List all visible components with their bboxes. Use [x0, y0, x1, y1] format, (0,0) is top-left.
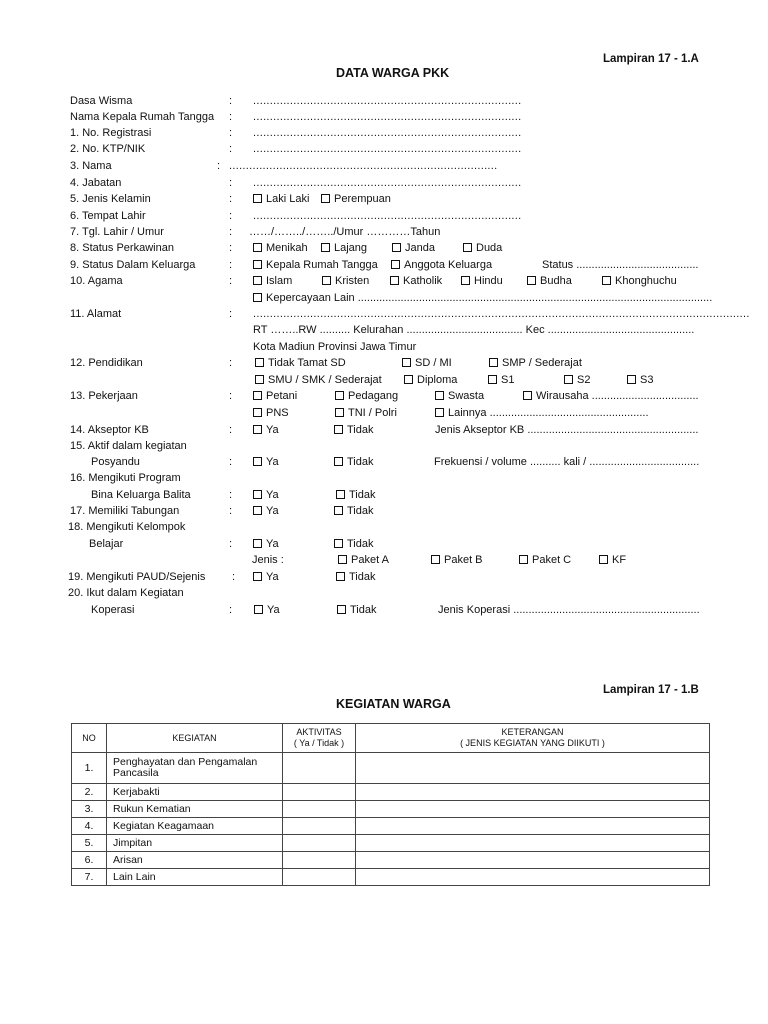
checkbox[interactable]: [253, 243, 262, 252]
option-diploma[interactable]: Diploma: [404, 374, 457, 386]
colon: :: [229, 390, 233, 402]
label-pekerjaan: 13. Pekerjaan: [70, 390, 138, 402]
label-koperasi-2: Koperasi: [91, 604, 135, 616]
checkbox[interactable]: [402, 358, 411, 367]
checkbox[interactable]: [253, 194, 262, 203]
checkbox[interactable]: [334, 457, 343, 466]
option-kristen[interactable]: Kristen: [322, 275, 369, 287]
header-no: NO: [72, 724, 107, 753]
form-title: DATA WARGA PKK: [336, 66, 450, 80]
checkbox[interactable]: [338, 555, 347, 564]
row-aktivitas[interactable]: [283, 801, 356, 818]
row-no: 5.: [72, 835, 107, 852]
table-row: [72, 869, 710, 886]
field-jenis-akseptor[interactable]: Jenis Akseptor KB ........................................................: [435, 424, 699, 436]
option-budha[interactable]: Budha: [527, 275, 572, 287]
checkbox[interactable]: [390, 276, 399, 285]
option-wirausaha[interactable]: Wirausaha ...................................: [523, 390, 699, 402]
option-tidak[interactable]: Tidak: [336, 571, 376, 583]
checkbox[interactable]: [334, 506, 343, 515]
checkbox[interactable]: [321, 194, 330, 203]
table-row: [72, 852, 710, 869]
label-koperasi-1: 20. Ikut dalam Kegiatan: [68, 587, 184, 599]
checkbox[interactable]: [564, 375, 573, 384]
row-aktivitas[interactable]: [283, 784, 356, 801]
checkbox[interactable]: [599, 555, 608, 564]
table-row: [72, 784, 710, 801]
label-tgl-lahir: 7. Tgl. Lahir / Umur: [70, 226, 164, 238]
field-dasa-wisma[interactable]: ................................................................................: [253, 95, 522, 107]
field-registrasi[interactable]: ................................................................................: [253, 127, 522, 139]
option-pns[interactable]: PNS: [253, 407, 289, 419]
label-kelompok-2: Belajar: [89, 538, 124, 550]
field-alamat[interactable]: ....................................................................................................................................................: [253, 308, 750, 320]
option-tidak[interactable]: Tidak: [336, 489, 376, 501]
checkbox[interactable]: [627, 375, 636, 384]
checkbox[interactable]: [336, 572, 345, 581]
label-bkb-1: 16. Mengikuti Program: [70, 472, 181, 484]
checkbox[interactable]: [253, 425, 262, 434]
header-kegiatan: KEGIATAN: [107, 724, 283, 753]
colon: :: [229, 308, 233, 320]
colon: :: [229, 275, 233, 287]
option-kepercayaan-lain[interactable]: Kepercayaan Lain ....................................................................................................................: [253, 292, 712, 304]
label-paud: 19. Mengikuti PAUD/Sejenis: [68, 571, 206, 583]
label-status-keluarga: 9. Status Dalam Keluarga: [70, 259, 196, 271]
row-kegiatan: Arisan: [107, 852, 283, 869]
colon: :: [229, 489, 233, 501]
checkbox[interactable]: [488, 375, 497, 384]
checkbox[interactable]: [253, 490, 262, 499]
checkbox[interactable]: [489, 358, 498, 367]
checkbox[interactable]: [255, 375, 264, 384]
row-keterangan[interactable]: [356, 753, 710, 784]
option-lainnya[interactable]: Lainnya ....................................................: [435, 407, 649, 419]
checkbox[interactable]: [519, 555, 528, 564]
field-status[interactable]: Status ........................................: [542, 259, 699, 271]
label-alamat: 11. Alamat: [70, 308, 122, 320]
row-aktivitas[interactable]: [283, 835, 356, 852]
label-jabatan: 4. Jabatan: [70, 177, 122, 189]
row-keterangan[interactable]: [356, 869, 710, 886]
label-bkb-2: Bina Keluarga Balita: [91, 489, 191, 501]
checkbox[interactable]: [253, 260, 262, 269]
field-kepala-rt[interactable]: ................................................................................: [253, 111, 522, 123]
checkbox[interactable]: [461, 276, 470, 285]
checkbox[interactable]: [253, 293, 262, 302]
label-registrasi: 1. No. Registrasi: [70, 127, 152, 139]
option-swasta[interactable]: Swasta: [435, 390, 484, 402]
table-row: [72, 801, 710, 818]
label-jenis: Jenis :: [252, 554, 284, 566]
label-kelompok-1: 18. Mengikuti Kelompok: [68, 521, 186, 533]
checkbox[interactable]: [254, 605, 263, 614]
colon: :: [229, 143, 233, 155]
colon: :: [229, 127, 233, 139]
checkbox[interactable]: [322, 276, 331, 285]
table-row: [72, 835, 710, 852]
option-ya[interactable]: Ya: [253, 456, 279, 468]
colon: :: [229, 357, 233, 369]
checkbox[interactable]: [334, 425, 343, 434]
option-duda[interactable]: Duda: [463, 242, 502, 254]
checkbox[interactable]: [463, 243, 472, 252]
option-paket-b[interactable]: Paket B: [431, 554, 483, 566]
label-agama: 10. Agama: [70, 275, 123, 287]
colon: :: [229, 242, 233, 254]
row-kegiatan: Penghayatan dan Pengamalan Pancasila: [107, 753, 283, 784]
row-aktivitas[interactable]: [283, 852, 356, 869]
checkbox[interactable]: [523, 391, 532, 400]
checkbox[interactable]: [255, 358, 264, 367]
checkbox[interactable]: [435, 408, 444, 417]
option-khonghuchu[interactable]: Khonghuchu: [602, 275, 677, 287]
option-s3[interactable]: S3: [627, 374, 653, 386]
field-nama[interactable]: ................................................................................: [229, 160, 498, 172]
label-tempat-lahir: 6. Tempat Lahir: [70, 210, 146, 222]
option-katholik[interactable]: Katholik: [390, 275, 442, 287]
option-smu[interactable]: SMU / SMK / Sederajat: [255, 374, 382, 386]
checkbox[interactable]: [334, 539, 343, 548]
row-no: 2.: [72, 784, 107, 801]
checkbox[interactable]: [336, 490, 345, 499]
row-kegiatan: Lain Lain: [107, 869, 283, 886]
label-ktp: 2. No. KTP/NIK: [70, 143, 146, 155]
option-paket-c[interactable]: Paket C: [519, 554, 571, 566]
checkbox[interactable]: [253, 539, 262, 548]
field-tempat-lahir[interactable]: ................................................................................: [253, 210, 522, 222]
label-status-perkawinan: 8. Status Perkawinan: [70, 242, 174, 254]
row-keterangan[interactable]: [356, 818, 710, 835]
option-tidak[interactable]: Tidak: [334, 456, 374, 468]
colon: :: [229, 424, 233, 436]
lampiran-a: Lampiran 17 - 1.A: [603, 53, 699, 65]
option-ya[interactable]: Ya: [253, 505, 279, 517]
colon: :: [229, 193, 233, 205]
option-lajang[interactable]: Lajang: [321, 242, 367, 254]
label-posyandu-1: 15. Aktif dalam kegiatan: [70, 440, 187, 452]
label-dasa-wisma: Dasa Wisma: [70, 95, 133, 107]
colon: :: [229, 95, 233, 107]
row-aktivitas[interactable]: [283, 818, 356, 835]
row-kegiatan: Kerjabakti: [107, 784, 283, 801]
row-aktivitas[interactable]: [283, 869, 356, 886]
field-jabatan[interactable]: ................................................................................: [253, 177, 522, 189]
option-tidak[interactable]: Tidak: [334, 424, 374, 436]
option-tidak[interactable]: Tidak: [334, 505, 374, 517]
lampiran-b: Lampiran 17 - 1.B: [603, 684, 699, 696]
row-no: 7.: [72, 869, 107, 886]
checkbox[interactable]: [527, 276, 536, 285]
colon: :: [229, 456, 233, 468]
checkbox[interactable]: [404, 375, 413, 384]
colon: :: [229, 538, 233, 550]
option-anggota-keluarga[interactable]: Anggota Keluarga: [391, 259, 492, 271]
checkbox[interactable]: [337, 605, 346, 614]
checkbox[interactable]: [253, 572, 262, 581]
row-aktivitas[interactable]: [283, 753, 356, 784]
row-keterangan[interactable]: [356, 784, 710, 801]
row-keterangan[interactable]: [356, 852, 710, 869]
row-no: 4.: [72, 818, 107, 835]
option-tidak-tamat-sd[interactable]: Tidak Tamat SD: [255, 357, 346, 369]
checkbox[interactable]: [391, 260, 400, 269]
option-kf[interactable]: KF: [599, 554, 626, 566]
checkbox[interactable]: [253, 457, 262, 466]
colon: :: [229, 226, 233, 238]
table-row: [72, 818, 710, 835]
field-rt-rw[interactable]: RT ……..RW .......... Kelurahan ...................................... Kec ................................................: [253, 324, 695, 336]
row-keterangan[interactable]: [356, 801, 710, 818]
option-petani[interactable]: Petani: [253, 390, 297, 402]
option-pedagang[interactable]: Pedagang: [335, 390, 398, 402]
option-ya[interactable]: Ya: [253, 489, 279, 501]
row-no: 1.: [72, 753, 107, 784]
header-keterangan: KETERANGAN ( JENIS KEGIATAN YANG DIIKUTI ): [356, 724, 710, 753]
row-no: 6.: [72, 852, 107, 869]
option-hindu[interactable]: Hindu: [461, 275, 503, 287]
table-header: [72, 724, 710, 753]
option-kepala-rt[interactable]: Kepala Rumah Tangga: [253, 259, 378, 271]
option-paket-a[interactable]: Paket A: [338, 554, 389, 566]
checkbox[interactable]: [602, 276, 611, 285]
option-perempuan[interactable]: Perempuan: [321, 193, 391, 205]
option-janda[interactable]: Janda: [392, 242, 435, 254]
header-aktivitas: AKTIVITAS ( Ya / Tidak ): [283, 724, 356, 753]
label-tabungan: 17. Memiliki Tabungan: [70, 505, 180, 517]
row-kegiatan: Rukun Kematian: [107, 801, 283, 818]
row-no: 3.: [72, 801, 107, 818]
checkbox[interactable]: [321, 243, 330, 252]
field-jenis-koperasi[interactable]: Jenis Koperasi .............................................................: [438, 604, 700, 616]
alamat-kota: Kota Madiun Provinsi Jawa Timur: [253, 341, 417, 353]
colon: :: [229, 505, 233, 517]
checkbox[interactable]: [335, 408, 344, 417]
colon: :: [229, 111, 233, 123]
option-sd[interactable]: SD / MI: [402, 357, 452, 369]
field-frekuensi[interactable]: Frekuensi / volume .......... kali / ....................................: [434, 456, 700, 468]
row-kegiatan: Jimpitan: [107, 835, 283, 852]
checkbox[interactable]: [335, 391, 344, 400]
option-islam[interactable]: Islam: [253, 275, 292, 287]
checkbox[interactable]: [431, 555, 440, 564]
label-pendidikan: 12. Pendidikan: [70, 357, 143, 369]
option-tni-polri[interactable]: TNI / Polri: [335, 407, 397, 419]
label-nama: 3. Nama: [70, 160, 112, 172]
checkbox[interactable]: [253, 506, 262, 515]
field-tgl-lahir[interactable]: ……/……../……../Umur …………Tahun: [249, 226, 441, 238]
colon: :: [229, 259, 233, 271]
colon: :: [229, 210, 233, 222]
checkbox[interactable]: [392, 243, 401, 252]
row-kegiatan: Kegiatan Keagamaan: [107, 818, 283, 835]
option-laki-laki[interactable]: Laki Laki: [253, 193, 309, 205]
label-jenis-kelamin: 5. Jenis Kelamin: [70, 193, 151, 205]
field-ktp[interactable]: ................................................................................: [253, 143, 522, 155]
checkbox[interactable]: [253, 391, 262, 400]
option-ya[interactable]: Ya: [254, 604, 280, 616]
label-akseptor: 14. Akseptor KB: [70, 424, 149, 436]
checkbox[interactable]: [253, 408, 262, 417]
option-menikah[interactable]: Menikah: [253, 242, 308, 254]
colon: :: [217, 160, 221, 172]
option-tidak[interactable]: Tidak: [337, 604, 377, 616]
checkbox[interactable]: [253, 276, 262, 285]
option-ya[interactable]: Ya: [253, 424, 279, 436]
option-ya[interactable]: Ya: [253, 571, 279, 583]
option-tidak[interactable]: Tidak: [334, 538, 374, 550]
colon: :: [229, 604, 233, 616]
colon: :: [229, 177, 233, 189]
table-row: [72, 753, 710, 784]
kegiatan-table: [71, 723, 710, 886]
row-keterangan[interactable]: [356, 835, 710, 852]
option-s2[interactable]: S2: [564, 374, 590, 386]
colon: :: [232, 571, 236, 583]
label-posyandu-2: Posyandu: [91, 456, 140, 468]
checkbox[interactable]: [435, 391, 444, 400]
option-smp[interactable]: SMP / Sederajat: [489, 357, 582, 369]
option-ya[interactable]: Ya: [253, 538, 279, 550]
label-kepala-rt: Nama Kepala Rumah Tangga: [70, 111, 215, 123]
kegiatan-title: KEGIATAN WARGA: [336, 697, 451, 711]
option-s1[interactable]: S1: [488, 374, 514, 386]
